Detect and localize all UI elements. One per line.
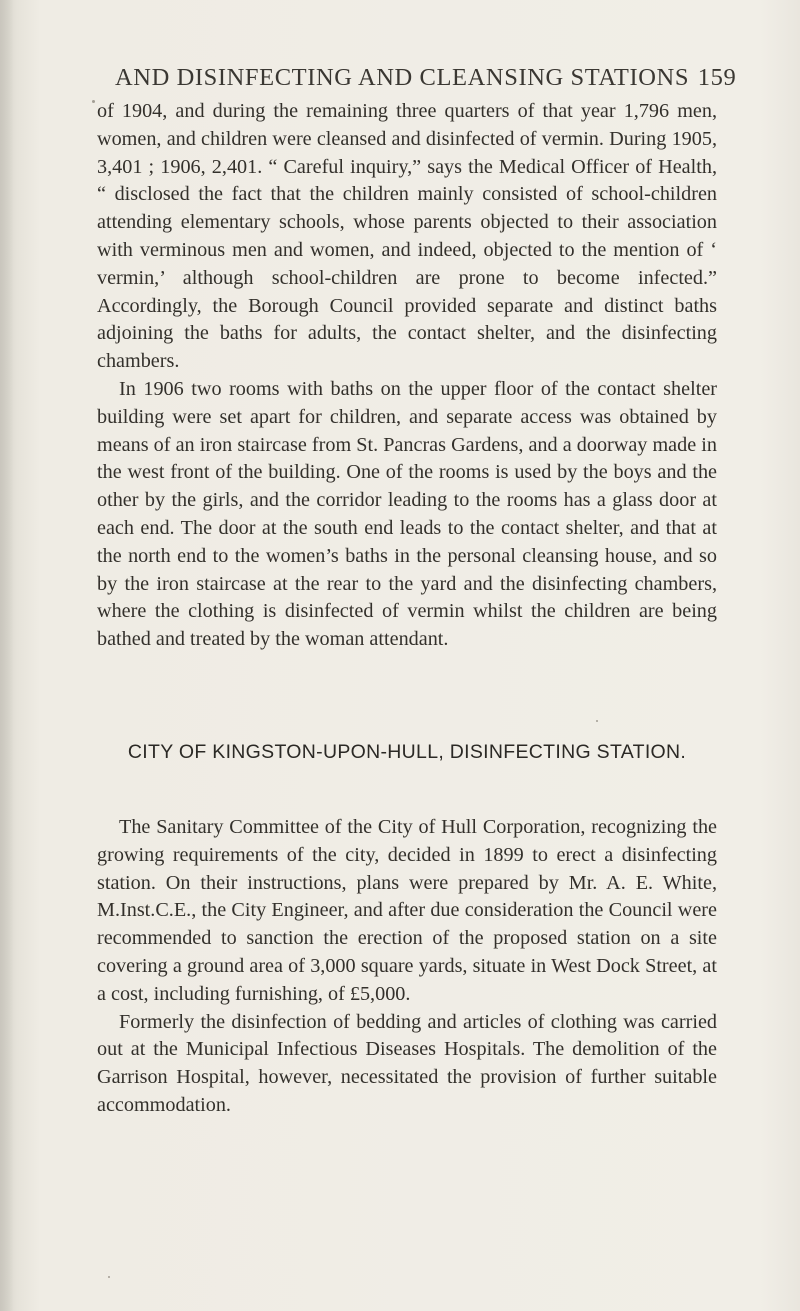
paragraph-continued: of 1904, and during the remaining three quarters of that year 1,796 men, women, and children were cleansed and disinfected of vermin. During 1905, 3,401 ; 1906, 2,401. “ Careful inquiry,” says the Medical Officer of Health, “ disclosed the fact that the children mainly consisted of school-children attending elementary schools, whose parents objected to their association with verminous men and women, and indeed, objected to the mention of ‘ vermin,’ although school-children are prone to become infected.” Accordingly, the Borough Council provided separate and distinct baths adjoining the baths for adults, the contact shelter, and the disinfecting chambers. bbox=[97, 100, 717, 373]
paragraph-formerly: Formerly the disinfection of bedding and articles of clothing was carried out at the Municipal Infectious Diseases Hospitals. The demolition of the Garrison Hospital, however, necessitated the provision of further suitable accommodation. bbox=[97, 1010, 717, 1116]
paragraph-sanitary-committee: The Sanitary Committee of the City of Hull Corporation, recognizing the growing requirements of the city, decided in 1899 to erect a disinfecting station. On their instructions, plans were prepared by Mr. A. E. White, M.Inst.C.E., the City Engineer, and after due consideration the Council were recommended to sanction the erection of the proposed station on a site covering a ground area of 3,000 square yards, situate in West Dock Street, at a cost, including furnishing, of £5,000. bbox=[97, 816, 717, 1005]
paper-speck bbox=[108, 1276, 110, 1278]
text-block-upper bbox=[97, 98, 717, 654]
running-title: AND DISINFECTING AND CLEANSING STATIONS bbox=[115, 64, 690, 91]
text-block-lower bbox=[97, 814, 717, 1120]
section-heading: CITY OF KINGSTON-UPON-HULL, DISINFECTING STATION. bbox=[127, 741, 687, 763]
binding-gutter-shadow bbox=[0, 0, 14, 1311]
paper-speck bbox=[92, 100, 95, 103]
paragraph-children-rooms: In 1906 two rooms with baths on the upper floor of the contact shelter building were set apart for children, and separate access was obtained by means of an iron staircase from St. Pancras Gardens, and a doorway made in the west front of the building. One of the rooms is used by the boys and the other by the girls, and the corridor leading to the rooms has a glass door at each end. The door at the south end leads to the contact shelter, and that at the north end to the women’s baths in the personal cleansing house, and so by the iron staircase at the rear to the yard and the disinfecting chambers, where the clothing is disinfected of vermin whilst the children are being bathed and treated by the woman attendant. bbox=[97, 377, 717, 651]
page-number: 159 bbox=[697, 64, 737, 91]
paper-speck bbox=[596, 720, 598, 722]
running-head bbox=[115, 64, 737, 92]
